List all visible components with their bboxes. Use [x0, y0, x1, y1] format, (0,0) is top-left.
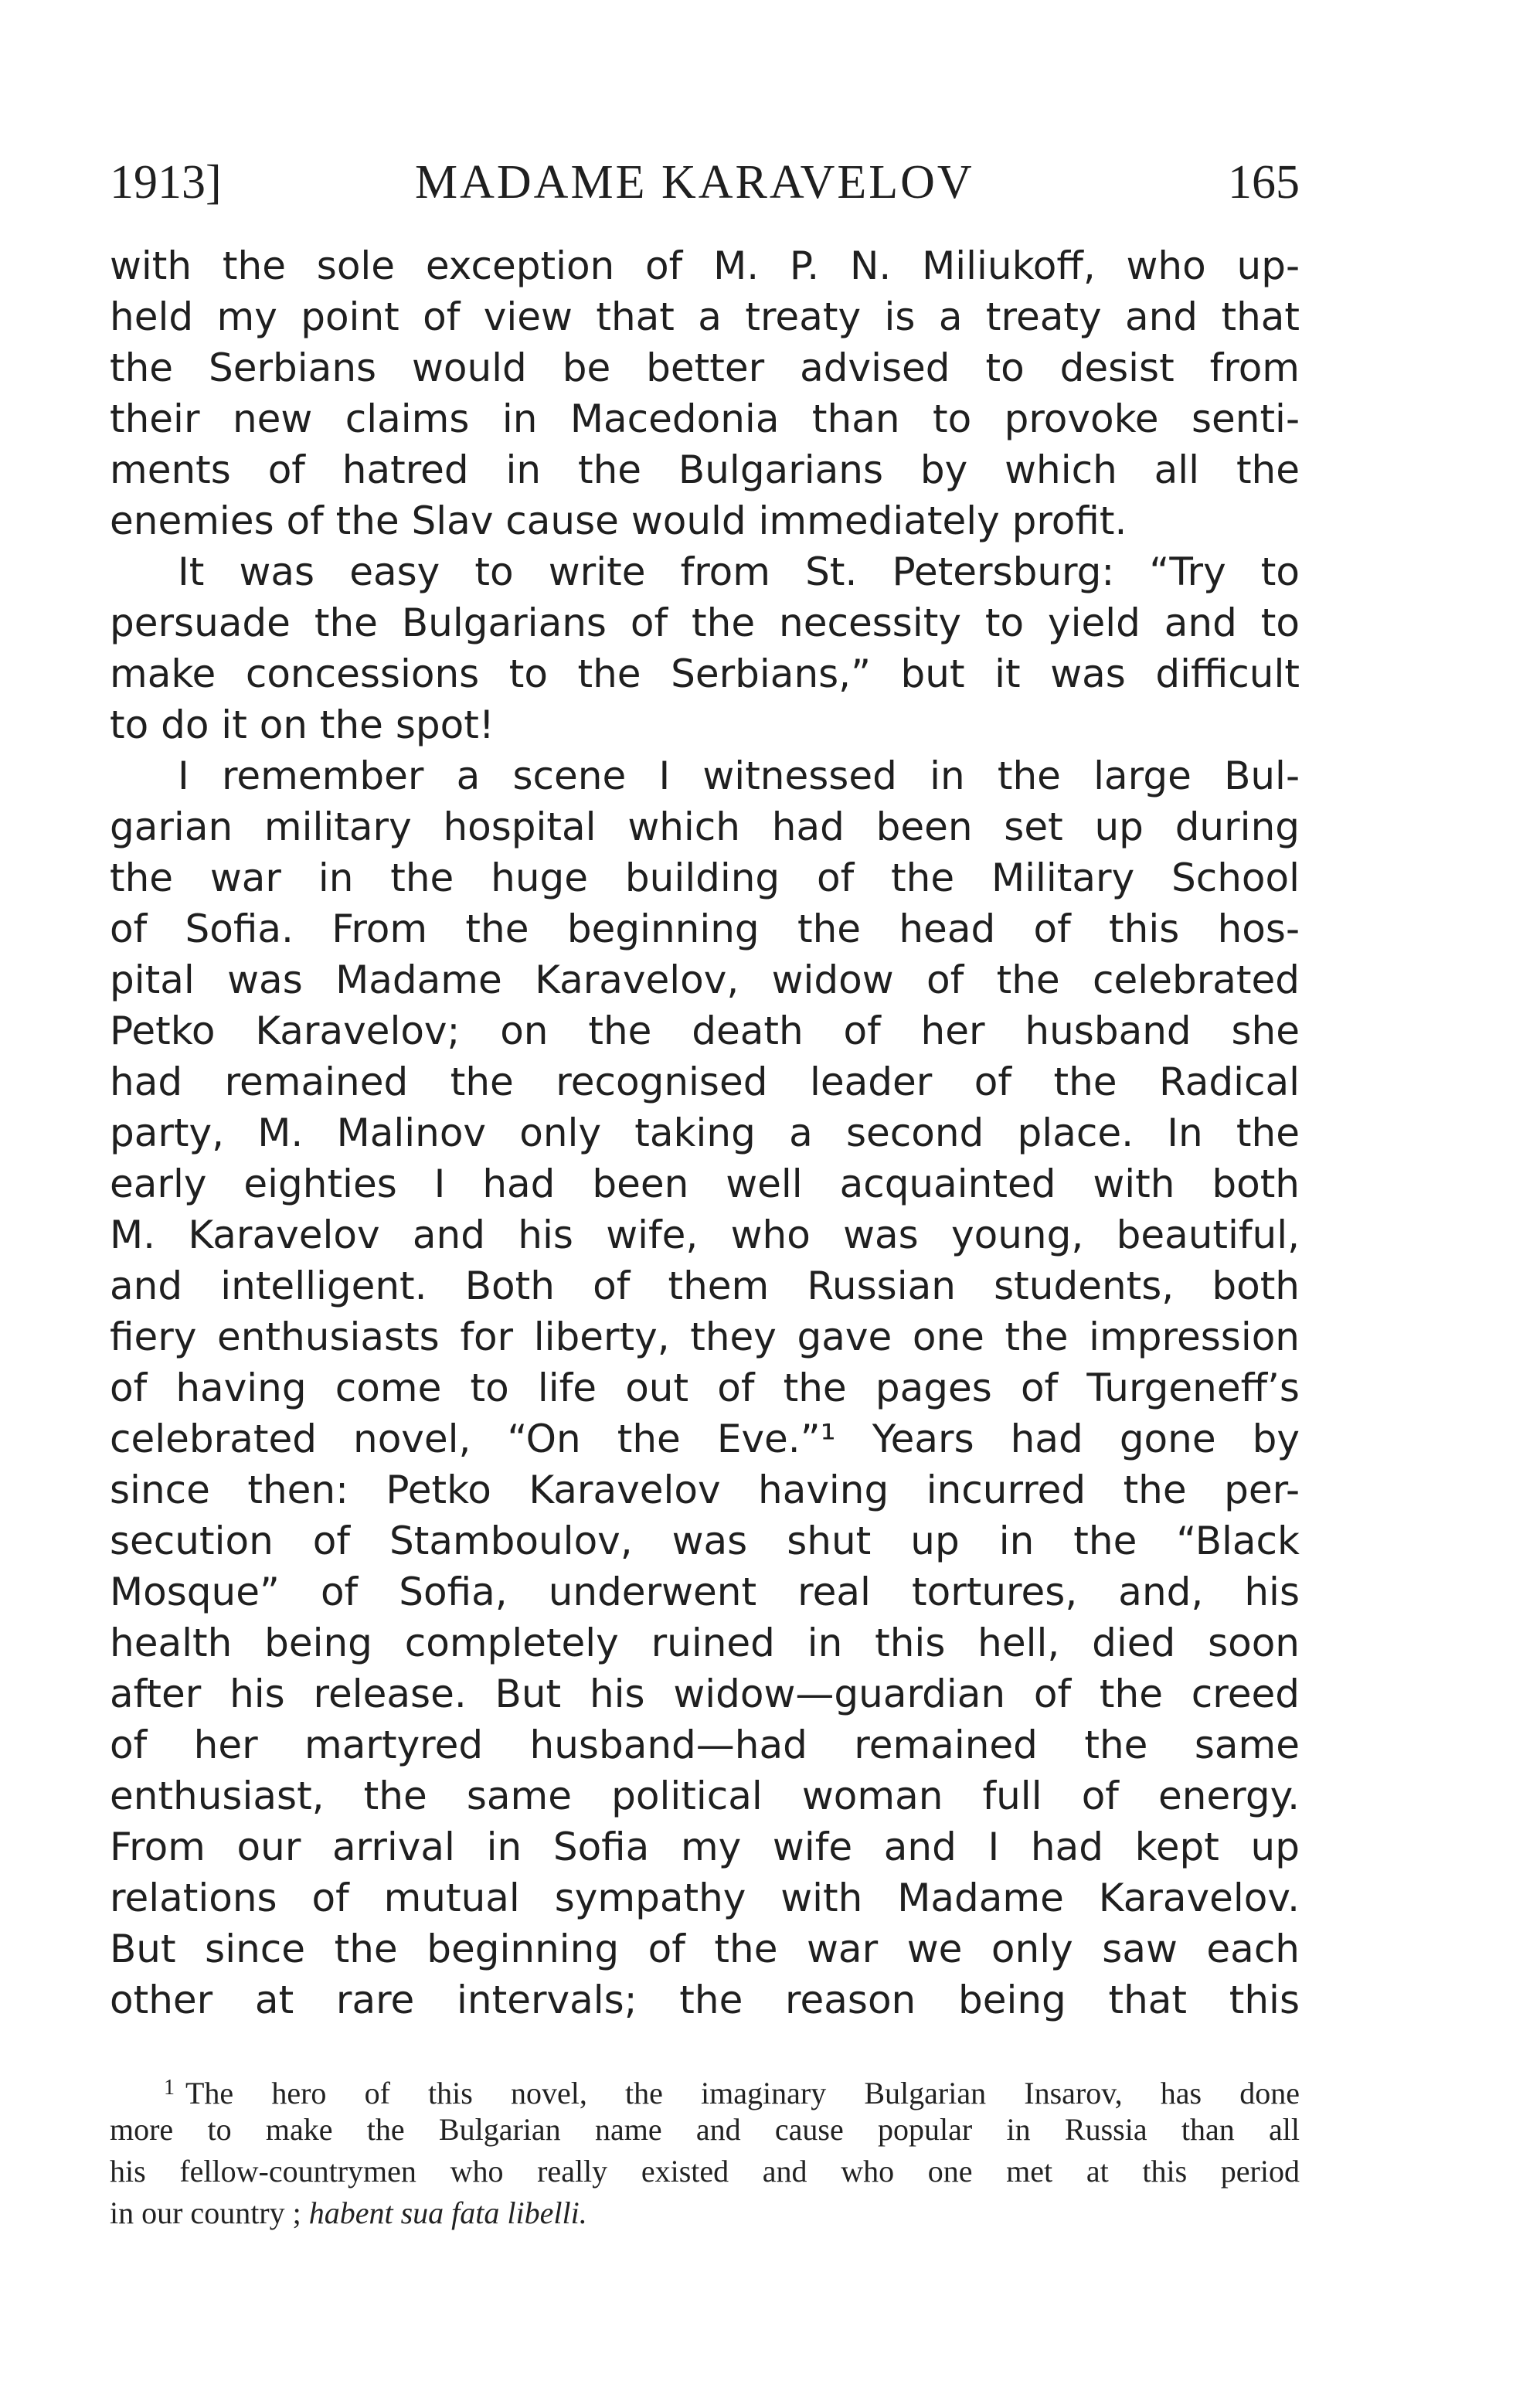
footnote-text: in our country ; [110, 2195, 301, 2230]
text-line: with the sole exception of M. P. N. Miliukoff, who up- [110, 243, 1300, 288]
text-line: health being completely ruined in this hell, died soon [110, 1621, 1300, 1665]
text-line: make concessions to the Serbians,” but it was difficult [110, 651, 1300, 696]
body-text [110, 240, 1300, 2025]
text-line: celebrated novel, “On the Eve.”¹ Years had gone by [110, 1417, 1300, 1461]
text-line: other at rare intervals; the reason being that this [110, 1978, 1300, 2022]
text-line: of having come to life out of the pages of Turgeneff’s [110, 1366, 1300, 1410]
header-year: 1913] [110, 156, 222, 209]
text-line: early eighties I had been well acquainted with both [110, 1161, 1300, 1206]
footnote-line: his fellow-countrymen who really existed and who one met at this period [110, 2154, 1300, 2189]
text-line: the war in the huge building of the Military School [110, 855, 1300, 900]
text-line: It was easy to write from St. Petersburg: “Try to [178, 549, 1300, 594]
text-line: But since the beginning of the war we only saw each [110, 1927, 1300, 1971]
text-line: the Serbians would be better advised to desist from [110, 345, 1300, 390]
chapter-title: MADAME KARAVELOV [415, 156, 974, 209]
text-line: Mosque” of Sofia, underwent real tortures, and, his [110, 1570, 1300, 1614]
footnote [110, 2067, 1300, 2234]
text-line: persuade the Bulgarians of the necessity to yield and to [110, 600, 1300, 645]
text-line: M. Karavelov and his wife, who was young, beautiful, [110, 1213, 1300, 1257]
text-line: pital was Madame Karavelov, widow of the celebrated [110, 957, 1300, 1002]
text-line: relations of mutual sympathy with Madame Karavelov. [110, 1876, 1300, 1920]
text-line: From our arrival in Sofia my wife and I had kept up [110, 1825, 1300, 1869]
text-line: party, M. Malinov only taking a second place. In the [110, 1110, 1300, 1155]
text-line: after his release. But his widow—guardian of the creed [110, 1672, 1300, 1716]
text-line: their new claims in Macedonia than to provoke senti- [110, 396, 1300, 441]
text-line: to do it on the spot! [110, 702, 495, 747]
running-header [110, 151, 1300, 213]
page-number: 165 [1228, 156, 1300, 209]
text-line: of Sofia. From the beginning the head of this hos- [110, 906, 1300, 951]
text-line: enthusiast, the same political woman full of energy. [110, 1774, 1300, 1818]
text-line: enemies of the Slav cause would immediately profit. [110, 498, 1127, 543]
footnote-latin-phrase: habent sua fata libelli. [308, 2195, 587, 2230]
footnote-line [110, 2067, 1300, 2109]
footnote-line [110, 2192, 1300, 2234]
text-line: of her martyred husband—had remained the same [110, 1723, 1300, 1767]
text-line: fiery enthusiasts for liberty, they gave one the impression [110, 1315, 1300, 1359]
text-line: I remember a scene I witnessed in the large Bul- [178, 753, 1300, 798]
text-line: secution of Stamboulov, was shut up in the “Black [110, 1519, 1300, 1563]
footnote-marker: 1 [164, 2076, 175, 2100]
footnote-line: more to make the Bulgarian name and cause popular in Russia than all [110, 2112, 1300, 2147]
text-line: had remained the recognised leader of the Radical [110, 1059, 1300, 1104]
text-line: ments of hatred in the Bulgarians by which all the [110, 447, 1300, 492]
text-line: held my point of view that a treaty is a treaty and that [110, 294, 1300, 339]
footnote-text: The hero of this novel, the imaginary Bulgarian Insarov, has done [185, 2076, 1300, 2110]
text-line: since then: Petko Karavelov having incurred the per- [110, 1468, 1300, 1512]
text-line: and intelligent. Both of them Russian students, both [110, 1264, 1300, 1308]
text-line: Petko Karavelov; on the death of her husband she [110, 1008, 1300, 1053]
text-line: garian military hospital which had been set up during [110, 804, 1300, 849]
